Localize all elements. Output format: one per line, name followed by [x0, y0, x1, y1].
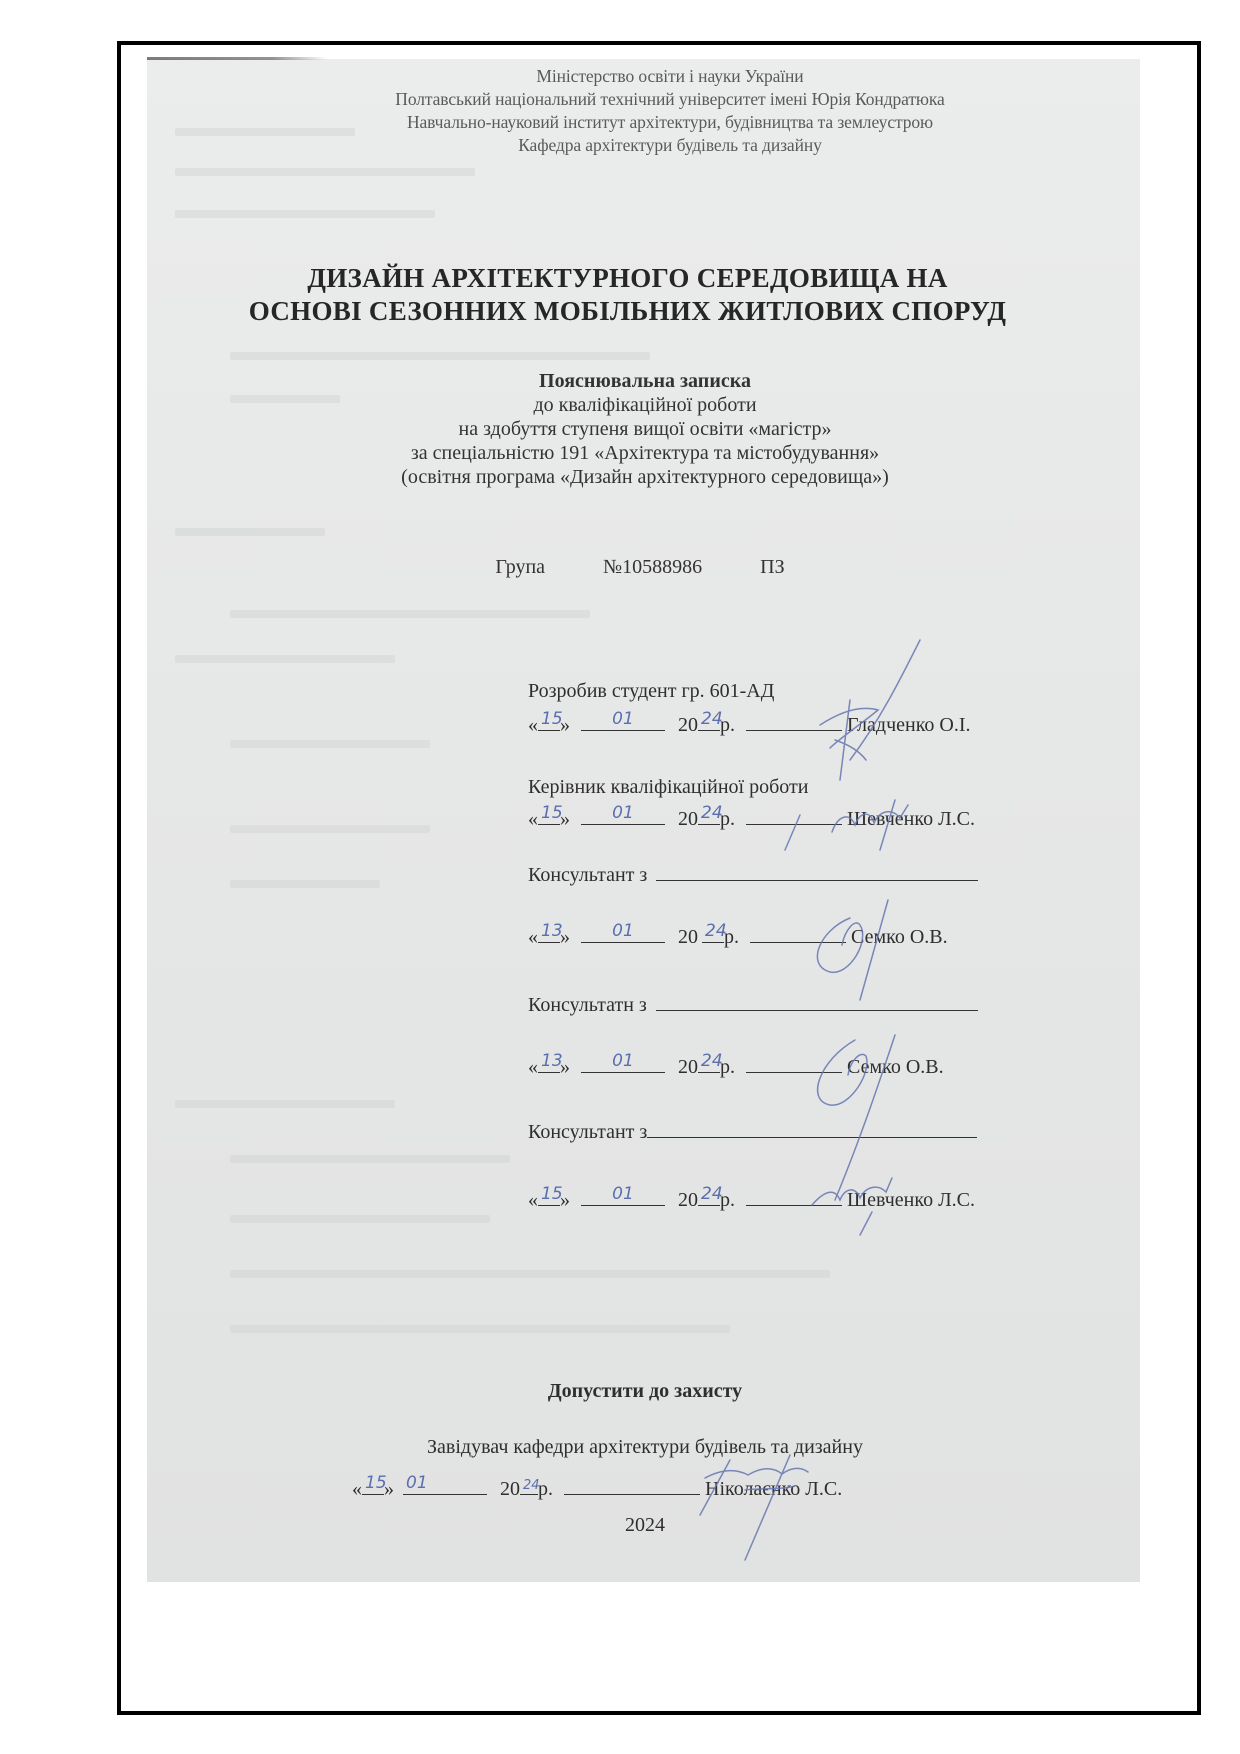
student-role: Розробив студент гр. 601-АД: [528, 680, 775, 702]
consultant-3-year: 24: [701, 1184, 723, 1204]
consultant-3-role: Консультант з: [528, 1121, 648, 1143]
consultant-2-signature-line: [746, 1052, 842, 1073]
consultant-1-date-row: « 13 » 01 20 24 р. Семко О.В.: [528, 921, 948, 948]
supervisor-month: 01: [612, 803, 634, 823]
head-signature-line: [564, 1474, 700, 1495]
approval-day: 15: [365, 1473, 387, 1493]
consultant-2-subject-line: [656, 990, 978, 1011]
subtitle-line-1: до кваліфікаційної роботи: [533, 394, 757, 416]
group-code: ПЗ: [760, 556, 785, 578]
supervisor-year: 24: [701, 803, 723, 823]
head-of-department-title: Завідувач кафедри архітектури будівель та дизайну: [427, 1436, 863, 1458]
consultant-2-date-row: « 13 » 01 20 24 р. Семко О.В.: [528, 1051, 944, 1078]
student-date-row: « 15 » 01 20 24 р. Гладченко О.І.: [528, 709, 971, 736]
student-year: 24: [701, 709, 723, 729]
university-line: Полтавський національний технічний університет імені Юрія Кондратюка: [395, 89, 945, 109]
consultant-3-name: Шевченко Л.С.: [847, 1189, 975, 1211]
supervisor-date-row: « 15 » 01 20 24 р. Шевченко Л.С.: [528, 803, 975, 830]
consultant-1-role: Консультант з: [528, 864, 648, 886]
consultant-1-day: 13: [541, 921, 563, 941]
department-line: Кафедра архітектури будівель та дизайну: [518, 135, 822, 155]
consultant-3-signature-line: [746, 1185, 842, 1206]
supervisor-day: 15: [541, 803, 563, 823]
student-month: 01: [612, 709, 634, 729]
consultant-2-month: 01: [612, 1051, 634, 1071]
student-day: 15: [541, 709, 563, 729]
student-signature-line: [746, 710, 842, 731]
consultant-2-year: 24: [701, 1051, 723, 1071]
consultant-2-day: 13: [541, 1051, 563, 1071]
paper-shadow-edge: [147, 57, 327, 60]
supervisor-name: Шевченко Л.С.: [847, 808, 975, 830]
consultant-3-row: [528, 1117, 977, 1144]
student-name: Гладченко О.І.: [847, 714, 971, 736]
head-name: Ніколаєнко Л.С.: [705, 1478, 843, 1500]
supervisor-signature-line: [746, 804, 842, 825]
consultant-1-month: 01: [612, 921, 634, 941]
group-line: [40, 556, 1240, 579]
ministry-line: Міністерство освіти і науки України: [536, 66, 804, 86]
approval-year: 24: [523, 1478, 540, 1493]
group-number: №10588986: [603, 556, 703, 578]
consultant-1-year: 24: [705, 921, 727, 941]
supervisor-role: Керівник кваліфікаційної роботи: [528, 776, 809, 798]
subtitle-line-3: за спеціальністю 191 «Архітектура та містобудування»: [410, 442, 880, 464]
consultant-3-subject-line: [647, 1117, 977, 1138]
consultant-1-name: Семко О.В.: [851, 926, 948, 948]
consultant-2-name: Семко О.В.: [847, 1056, 944, 1078]
approval-heading: Допустити до захисту: [547, 1380, 743, 1402]
consultant-3-month: 01: [612, 1184, 634, 1204]
approval-month: 01: [406, 1473, 428, 1493]
consultant-2-row: [528, 990, 978, 1017]
note-heading: Пояснювальна записка: [539, 370, 751, 392]
group-label: Група: [495, 556, 546, 578]
consultant-2-role: Консультатн з: [528, 994, 647, 1016]
approval-date-row: « 15 » 01 20 24 р. Ніколаєнко Л.С.: [352, 1473, 843, 1500]
title-line-1: ДИЗАЙН АРХІТЕКТУРНОГО СЕРЕДОВИЩА НА: [307, 263, 948, 293]
subtitle-line-4: (освітня програма «Дизайн архітектурного середовища»): [401, 466, 889, 488]
title-line-2: ОСНОВІ СЕЗОННИХ МОБІЛЬНИХ ЖИТЛОВИХ СПОРУД: [248, 296, 1007, 326]
consultant-1-row: [528, 860, 978, 887]
subtitle-line-2: на здобуття ступеня вищої освіти «магістр»: [458, 418, 832, 440]
institute-line: Навчально-науковий інститут архітектури, будівництва та землеустрою: [406, 112, 934, 132]
consultant-3-day: 15: [541, 1184, 563, 1204]
document-year: 2024: [625, 1514, 665, 1536]
consultant-1-subject-line: [656, 860, 978, 881]
consultant-1-signature-line: [750, 922, 846, 943]
consultant-3-date-row: « 15 » 01 20 24 р. Шевченко Л.С.: [528, 1184, 975, 1211]
